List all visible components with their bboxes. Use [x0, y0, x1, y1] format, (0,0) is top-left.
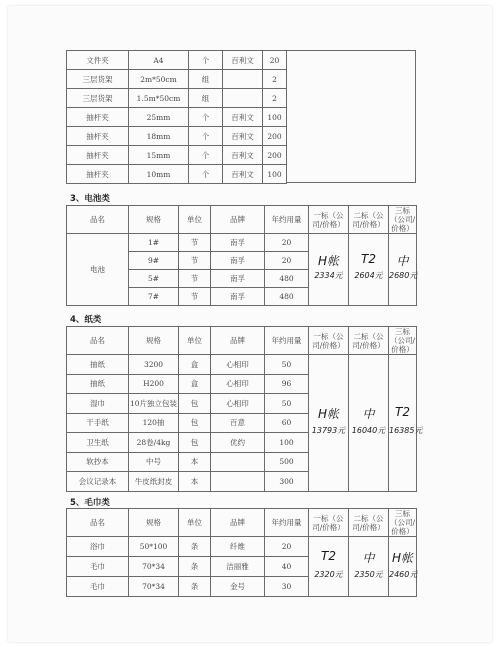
bid-price-handwriting: 2460元 [389, 570, 418, 579]
table-cell: 个 [189, 51, 223, 70]
table-cell: 10mm [129, 165, 189, 184]
table-cell: 条 [179, 577, 211, 597]
table-cell: 300 [265, 472, 309, 492]
column-header: 二标（公司/价格） [349, 509, 389, 537]
table-cell: 480 [265, 270, 309, 288]
column-header: 三标（公司/价格） [389, 327, 416, 354]
bid-company-handwriting: H帐 [317, 254, 340, 268]
table-cell: 500 [265, 452, 309, 472]
column-header: 一标（公司/价格） [309, 206, 349, 234]
stationery-table [66, 50, 287, 184]
table-cell: 20 [263, 51, 287, 70]
table-cell: 南孚 [211, 288, 265, 306]
table-cell: A4 [129, 51, 189, 70]
section-title-batteries: 3、电池类 [70, 194, 110, 204]
table-cell: 组 [189, 89, 223, 108]
table-cell: 干手纸 [67, 413, 129, 433]
bid-price-handwriting: 2320元 [314, 570, 343, 579]
table-cell: 2 [263, 70, 287, 89]
table-cell: 卫生纸 [67, 433, 129, 453]
bid-cell [389, 355, 423, 492]
table-cell: 个 [189, 146, 223, 165]
battery-table [66, 205, 417, 306]
table-row [67, 127, 287, 146]
table-cell: 15mm [129, 146, 189, 165]
table-cell: 3200 [129, 355, 179, 375]
table-row [67, 537, 417, 557]
table-cell: 条 [179, 537, 211, 557]
table-cell: 100 [263, 165, 287, 184]
table-row [67, 108, 287, 127]
table-cell: 会议记录本 [67, 472, 129, 492]
table-cell: 心相印 [211, 394, 265, 414]
table-cell: 30 [265, 577, 309, 597]
table-cell: 包 [179, 394, 211, 414]
table-cell: 9# [129, 252, 179, 270]
towel-table [66, 508, 417, 597]
product-name-cell: 电池 [67, 234, 129, 306]
column-header: 年约用量 [265, 206, 309, 234]
bid-price-handwriting: 2350元 [354, 570, 383, 579]
table-cell: 软抄本 [67, 452, 129, 472]
table-cell: 南孚 [211, 234, 265, 252]
table-cell: 个 [189, 165, 223, 184]
table-cell: 10片独立包装 [129, 394, 179, 414]
column-header: 单位 [179, 206, 211, 234]
table-cell: 心相印 [211, 374, 265, 394]
column-header: 二标（公司/价格） [349, 327, 389, 355]
table-header-row [67, 509, 417, 537]
table-header-row [67, 206, 417, 234]
table-cell: 40 [265, 557, 309, 577]
table-cell: 南孚 [211, 252, 265, 270]
table-cell: 三层货架 [67, 89, 129, 108]
table-cell [211, 452, 265, 472]
table-cell: 100 [263, 108, 287, 127]
table-cell: 湿巾 [67, 394, 129, 414]
bid-company-handwriting: T2 [395, 405, 410, 419]
table-cell: 优约 [211, 433, 265, 453]
table-cell: 中号 [129, 452, 179, 472]
table-cell: 百利文 [223, 146, 263, 165]
table-cell: 2m*50cm [129, 70, 189, 89]
section-title-paper: 4、纸类 [70, 315, 102, 325]
table-cell: 50 [265, 355, 309, 375]
table-cell: 120抽 [129, 413, 179, 433]
column-header: 二标（公司/价格） [349, 206, 389, 234]
table-cell: 20 [265, 537, 309, 557]
column-header: 规格 [129, 509, 179, 537]
table-cell: 节 [179, 234, 211, 252]
table-cell: 盒 [179, 374, 211, 394]
table-cell [211, 472, 265, 492]
column-header: 品名 [67, 206, 129, 234]
bid-company-handwriting: T2 [321, 549, 336, 563]
table-cell: 纤维 [211, 537, 265, 557]
table-cell: 28卷/4kg [129, 433, 179, 453]
table-cell: 南孚 [211, 270, 265, 288]
table-row [67, 51, 287, 70]
table-cell: 25mm [129, 108, 189, 127]
table-row [67, 234, 417, 252]
table-cell: 毛巾 [67, 577, 129, 597]
table-cell: 2 [263, 89, 287, 108]
bid-cell [349, 355, 389, 492]
table-cell: 本 [179, 472, 211, 492]
column-header: 三标（公司/价格） [389, 509, 416, 536]
table-cell [223, 70, 263, 89]
bid-company-handwriting: T2 [361, 252, 376, 266]
bid-company-handwriting: 中 [362, 551, 375, 565]
table-cell: 50*100 [129, 537, 179, 557]
table-cell: 70*34 [129, 557, 179, 577]
table-cell: 牛皮纸封皮 [129, 472, 179, 492]
table-cell: 7# [129, 288, 179, 306]
table-cell: 浴巾 [67, 537, 129, 557]
bid-price-handwriting: 16385元 [389, 426, 423, 435]
table-row [67, 146, 287, 165]
bid-cell [309, 537, 349, 597]
table-cell: 50 [265, 394, 309, 414]
table-cell: 5# [129, 270, 179, 288]
table-cell: 抽杆夹 [67, 127, 129, 146]
column-header: 年约用量 [265, 327, 309, 355]
column-header: 规格 [129, 327, 179, 355]
bid-company-handwriting: 中 [396, 254, 409, 268]
table-cell: 百利文 [223, 51, 263, 70]
table-cell: 抽杆夹 [67, 108, 129, 127]
bid-cell [309, 355, 349, 492]
bid-cell [309, 234, 349, 306]
table-cell: 三层货架 [67, 70, 129, 89]
stationery-table-extension [286, 50, 416, 183]
table-cell: 节 [179, 252, 211, 270]
column-header: 三标（公司/价格） [389, 206, 416, 233]
bid-company-handwriting: H帐 [391, 551, 414, 565]
table-cell: 60 [265, 413, 309, 433]
paper-table [66, 326, 423, 492]
table-cell: H200 [129, 374, 179, 394]
table-cell: 个 [189, 127, 223, 146]
table-cell: 18mm [129, 127, 189, 146]
table-row [67, 70, 287, 89]
table-cell: 条 [179, 557, 211, 577]
table-cell: 百意 [211, 413, 265, 433]
table-cell: 包 [179, 433, 211, 453]
column-header: 一标（公司/价格） [309, 327, 349, 355]
table-cell: 个 [189, 108, 223, 127]
column-header: 年约用量 [265, 509, 309, 537]
column-header: 规格 [129, 206, 179, 234]
table-row [67, 165, 287, 184]
table-cell: 百利文 [223, 108, 263, 127]
bid-cell [349, 537, 389, 597]
column-header: 一标（公司/价格） [309, 509, 349, 537]
table-cell: 百利文 [223, 127, 263, 146]
bid-price-handwriting: 2680元 [389, 271, 418, 280]
table-cell: 抽纸 [67, 355, 129, 375]
bid-price-handwriting: 2334元 [314, 271, 343, 280]
table-cell: 心相印 [211, 355, 265, 375]
column-header: 品名 [67, 327, 129, 355]
table-row [67, 355, 417, 375]
bid-price-handwriting: 2604元 [354, 271, 383, 280]
column-header: 品牌 [211, 206, 265, 234]
table-row [67, 89, 287, 108]
table-cell: 20 [265, 234, 309, 252]
table-cell [223, 89, 263, 108]
column-header: 品名 [67, 509, 129, 537]
table-cell: 百利文 [223, 165, 263, 184]
table-cell: 200 [263, 146, 287, 165]
table-cell: 20 [265, 252, 309, 270]
table-cell: 组 [189, 70, 223, 89]
table-cell: 盒 [179, 355, 211, 375]
table-cell: 1# [129, 234, 179, 252]
table-cell: 100 [265, 433, 309, 453]
table-cell: 70*34 [129, 577, 179, 597]
table-cell: 包 [179, 413, 211, 433]
bid-cell [389, 234, 417, 306]
table-cell: 抽杆夹 [67, 146, 129, 165]
bid-cell [349, 234, 389, 306]
table-cell: 毛巾 [67, 557, 129, 577]
column-header: 单位 [179, 327, 211, 355]
table-cell: 抽杆夹 [67, 165, 129, 184]
column-header: 品牌 [211, 509, 265, 537]
table-cell: 200 [263, 127, 287, 146]
table-cell: 96 [265, 374, 309, 394]
bid-company-handwriting: 中 [362, 407, 375, 421]
column-header: 品牌 [211, 327, 265, 355]
table-cell: 480 [265, 288, 309, 306]
table-cell: 抽纸 [67, 374, 129, 394]
table-cell: 金号 [211, 577, 265, 597]
bid-company-handwriting: H帐 [317, 407, 340, 421]
column-header: 单位 [179, 509, 211, 537]
section-title-towels: 5、毛巾类 [70, 498, 110, 508]
table-header-row [67, 327, 417, 355]
bid-price-handwriting: 13793元 [311, 426, 346, 435]
table-cell: 洁丽雅 [211, 557, 265, 577]
table-cell: 1.5m*50cm [129, 89, 189, 108]
bid-cell [389, 537, 417, 597]
table-cell: 文件夹 [67, 51, 129, 70]
table-cell: 节 [179, 270, 211, 288]
table-cell: 本 [179, 452, 211, 472]
bid-price-handwriting: 16040元 [351, 426, 386, 435]
table-cell: 节 [179, 288, 211, 306]
